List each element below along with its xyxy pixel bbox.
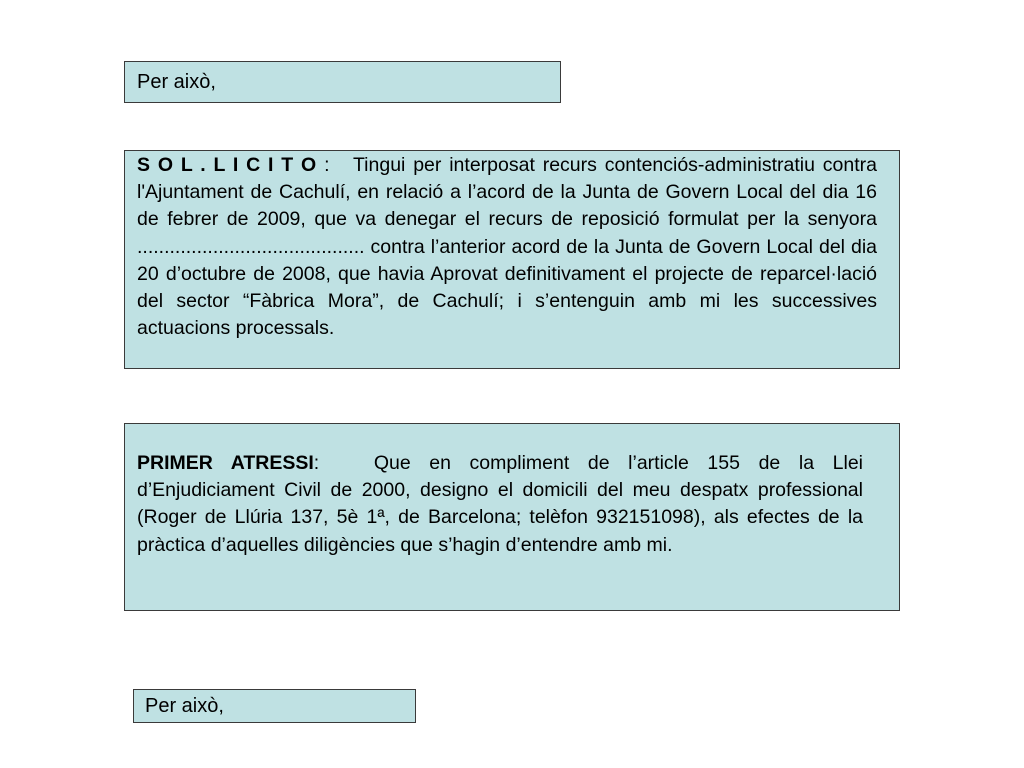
closing-box-bottom xyxy=(133,689,416,723)
otrosi-body: Que en compliment de l’article 155 de la Llei d’Enjudiciament Civil de 2000, designo el domicili del meu despatx professional (Roger de Llúria 137, 5è 1ª, de Barcelona; telèfon 932151098), als efectes de la pràctica d’aquelles diligències que s’hagin d’entendre amb mi. xyxy=(137,452,863,556)
closing-text-top: Per això, xyxy=(137,71,216,93)
petition-body: Tingui per interposat recurs contenciós-administratiu contra l'Ajuntament de Cachulí, en relació a l’acord de la Junta de Govern Local del dia 16 de febrer de 2009, que va denegar el recurs de reposició formulat per la senyora .......................................... contra l’anterior acord de la Junta de Govern Local del dia 20 d’octubre de 2008, que havia Aprovat definitivament el projecte de reparcel·lació del sector “Fàbrica Mora”, de Cachulí; i s’entenguin amb mi les successives actuacions processals. xyxy=(137,154,878,340)
closing-text-bottom: Per això, xyxy=(145,695,224,717)
petition-heading: S O L . L I C I T O xyxy=(137,154,317,176)
otrosi-box xyxy=(124,423,900,611)
otrosi-heading: PRIMER ATRESSI xyxy=(137,452,314,474)
petition-separator: : xyxy=(324,154,330,176)
closing-box-top xyxy=(124,61,561,103)
otrosi-separator: : xyxy=(313,452,320,474)
petition-box xyxy=(124,150,900,369)
